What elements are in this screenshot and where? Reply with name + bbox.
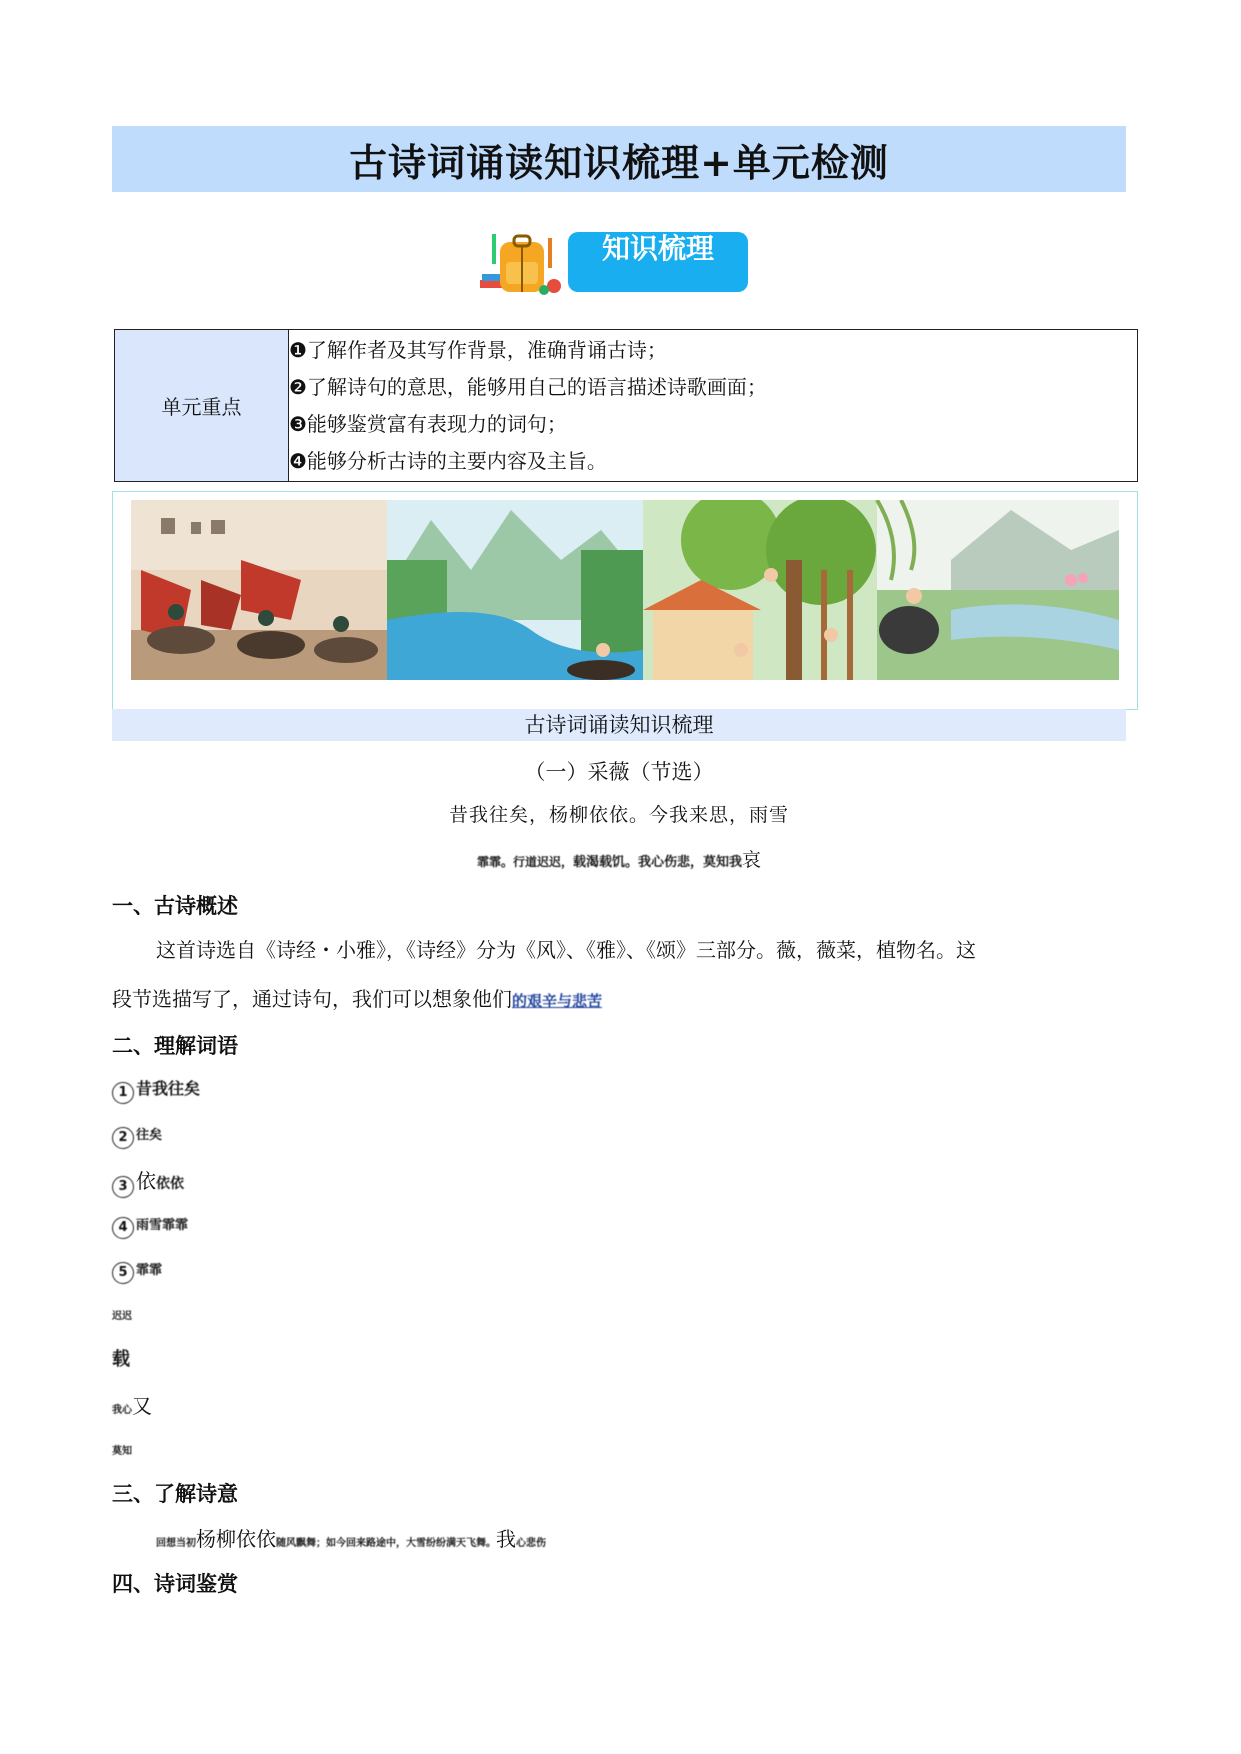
poem-title: （一）采薇（节选） [524, 760, 714, 784]
children-tree-illustration [643, 500, 877, 680]
vocab-text: 往矣 [136, 1128, 163, 1143]
part1-heading: 一、古诗概述 [112, 894, 238, 918]
vocab-prefix: 依 [136, 1169, 156, 1193]
unit-focus-items [289, 330, 1138, 482]
part1-text-1: 这首诗选自《诗经・小雅》，《诗经》分为《风》、《雅》、《颂》三部分。薇，薇菜，植物名。这 [156, 938, 976, 962]
buffalo-lake-illustration [877, 500, 1119, 680]
vocab-num: 1 [112, 1082, 134, 1104]
focus-item: ❶了解作者及其写作背景，准确背诵古诗； [289, 337, 667, 362]
badge-label: 知识梳理 [568, 232, 748, 292]
part1-text-2 [112, 983, 602, 1012]
unit-focus-table [114, 329, 1138, 482]
poem-line-1: 昔我往矣，杨柳依依。今我来思，雨雪 [448, 804, 789, 826]
vocab-item-7 [112, 1345, 130, 1371]
part3-text [156, 1523, 546, 1552]
vocab-text: 我心 [112, 1405, 132, 1416]
vocab-text: 莫知 [112, 1446, 132, 1457]
focus-item: ❸能够鉴赏富有表现力的词句； [289, 411, 567, 436]
knowledge-badge [478, 228, 750, 298]
vocab-num: 5 [112, 1262, 134, 1284]
river-landscape-illustration [387, 500, 643, 680]
poem-line-2-part-c: 哀 [742, 849, 762, 871]
schoolbag-icon [478, 234, 566, 296]
title-bar [112, 126, 1126, 192]
focus-item: ❷了解诗句的意思，能够用自己的语言描述诗歌画面； [289, 374, 767, 399]
vocab-num: 2 [112, 1127, 134, 1149]
part4-heading: 四、诗词鉴赏 [112, 1572, 238, 1596]
vocab-text: 载 [112, 1349, 130, 1370]
illustration-panels [131, 500, 1119, 680]
vocab-num: 4 [112, 1217, 134, 1239]
horsemen-illustration [131, 500, 387, 680]
vocab-item-2 [112, 1120, 162, 1149]
vocab-text: 霏霏 [136, 1263, 163, 1278]
part1-link[interactable]: 的艰辛与悲苦 [512, 992, 603, 1010]
vocab-item-3 [112, 1165, 184, 1198]
vocab-num: 3 [112, 1176, 134, 1198]
part3-text-b: 杨柳依依 [196, 1527, 276, 1551]
poem-line-2-part-b: 载渴载饥。我心伤悲，莫知我 [572, 855, 742, 870]
vocab-item-6 [112, 1300, 132, 1324]
unit-focus-label: 单元重点 [115, 330, 289, 482]
poem-line-2 [112, 845, 1126, 872]
focus-item: ❹能够分析古诗的主要内容及主旨。 [289, 448, 607, 473]
page-title: 古诗词诵读知识梳理+单元检测 [349, 140, 889, 185]
part3-text-a: 回想当初 [156, 1538, 196, 1549]
section-title: 古诗词诵读知识梳理 [112, 709, 1126, 741]
vocab-suffix: 又 [132, 1394, 152, 1418]
vocab-item-8 [112, 1390, 152, 1419]
part3-text-d: 我 [496, 1527, 516, 1551]
vocab-text: 依依 [156, 1176, 184, 1192]
vocab-text: 迟迟 [112, 1311, 132, 1322]
vocab-item-4 [112, 1210, 188, 1239]
vocab-item-5 [112, 1255, 162, 1284]
part3-text-c: 随风飘舞；如今回来路途中，大雪纷纷满天飞舞。 [276, 1538, 496, 1549]
vocab-text: 雨雪霏霏 [136, 1218, 189, 1233]
part2-heading: 二、理解词语 [112, 1034, 238, 1058]
part3-text-e: 心悲伤 [516, 1538, 546, 1549]
vocab-item-9 [112, 1435, 132, 1459]
illustration-banner [112, 491, 1138, 710]
vocab-item-1 [112, 1075, 200, 1104]
vocab-text: 昔我往矣 [136, 1079, 201, 1098]
poem-line-2-part-a: 霏霏。行道迟迟， [476, 855, 573, 869]
part3-heading: 三、了解诗意 [112, 1482, 238, 1506]
part1-text-2-main: 段节选描写了，通过诗句，我们可以想象他们 [112, 987, 512, 1011]
